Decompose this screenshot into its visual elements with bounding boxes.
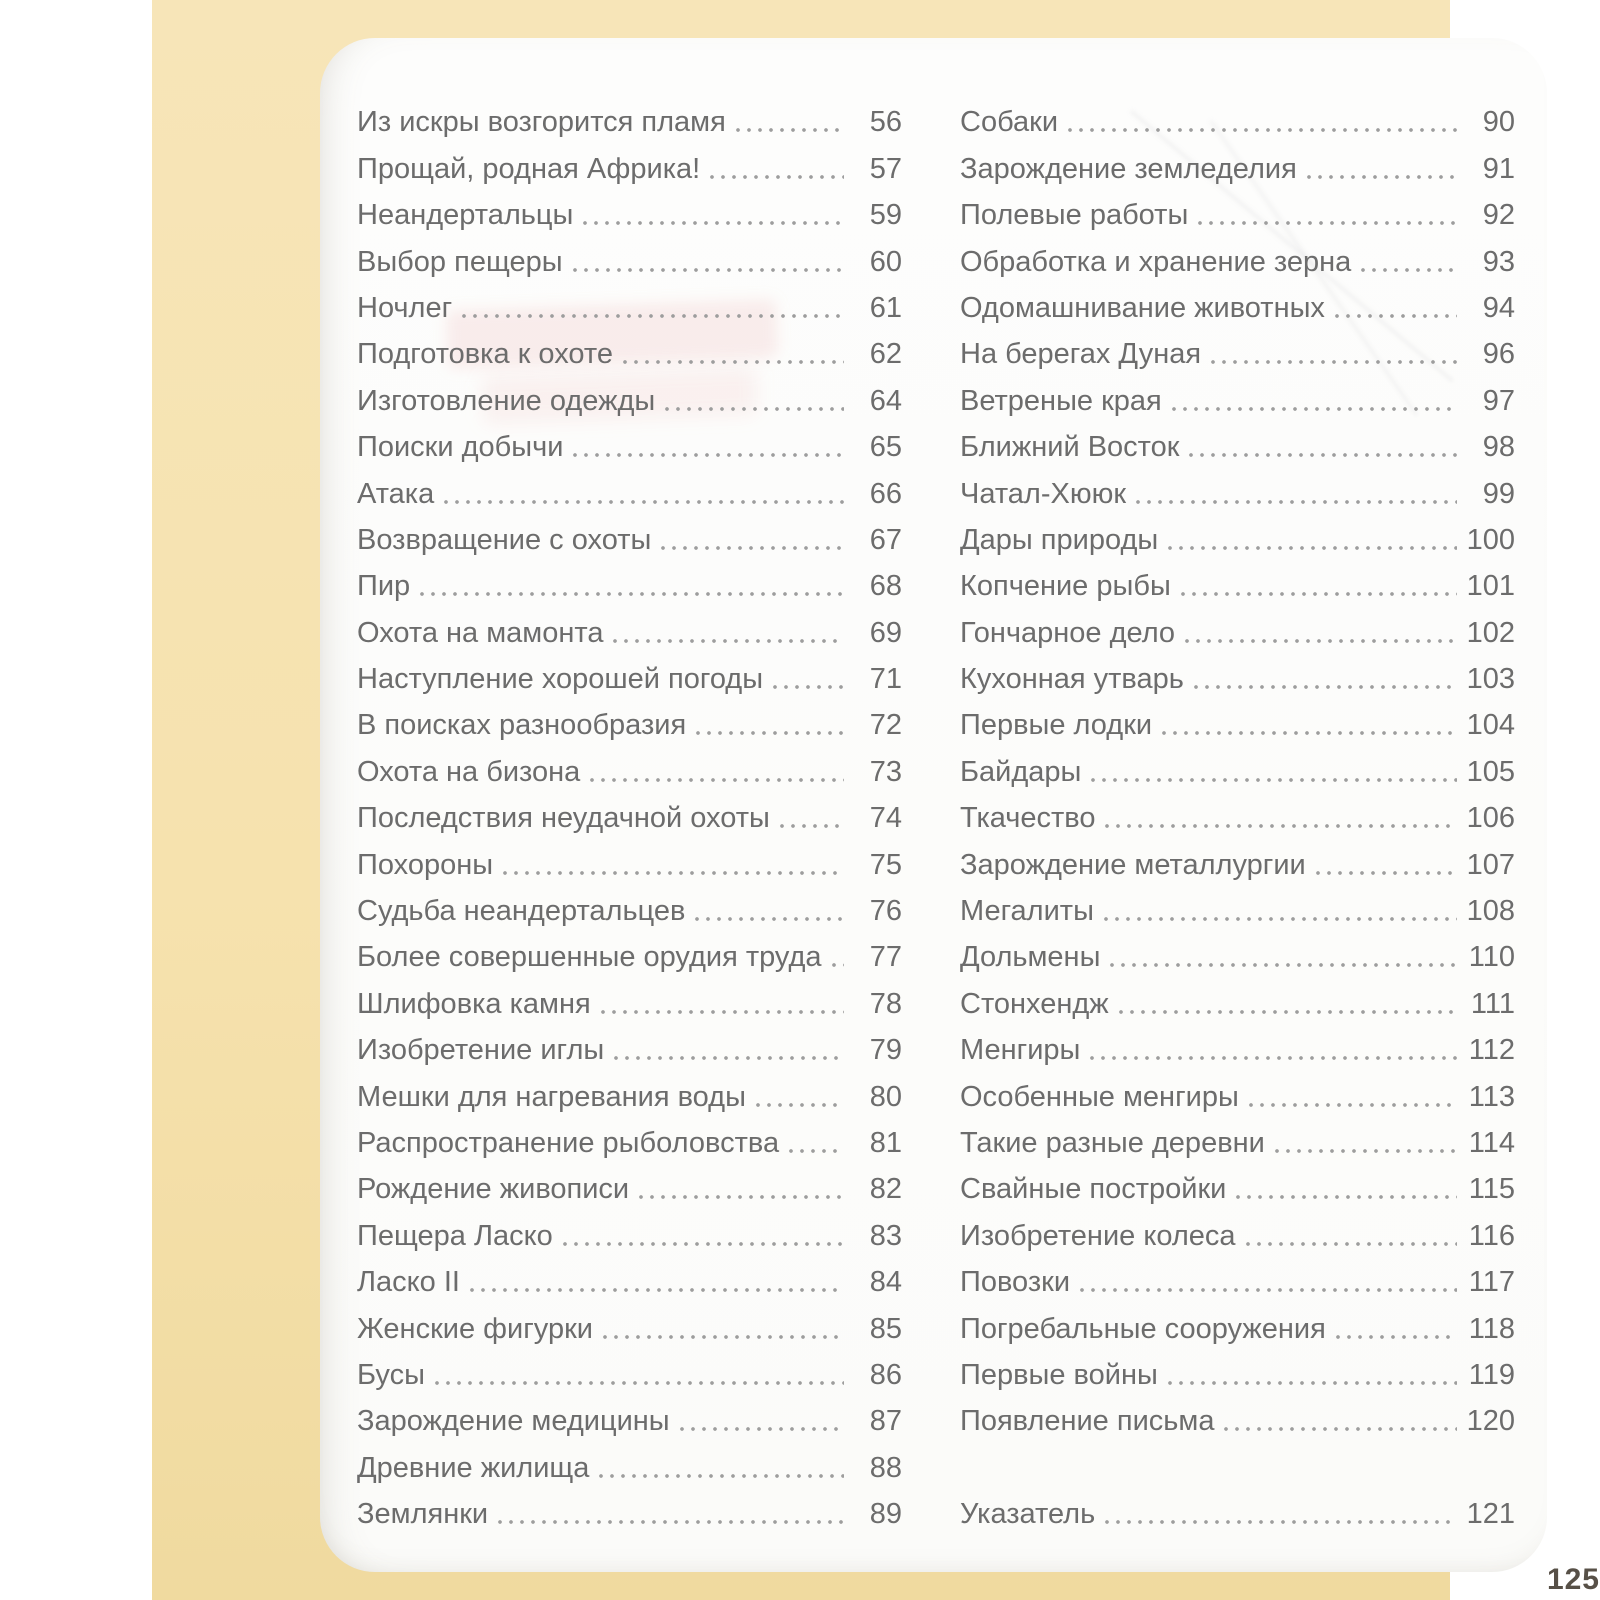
- toc-entry: [960, 465, 1515, 511]
- toc-entry-label: Женские фигурки: [357, 1312, 593, 1345]
- toc-entry-page: 78: [869, 987, 902, 1020]
- toc-entry-label: Древние жилища: [357, 1451, 590, 1484]
- dotted-leader: [1335, 311, 1457, 321]
- toc-entry-label: Прощай, родная Африка!: [357, 152, 701, 185]
- dotted-leader: [498, 1517, 844, 1527]
- toc-entry-page: 98: [1482, 431, 1515, 464]
- toc-entry: [960, 975, 1515, 1021]
- toc-entry-page: 94: [1482, 291, 1515, 324]
- toc-entry-label: Наступление хорошей погоды: [357, 663, 764, 696]
- dotted-leader: [1211, 357, 1457, 367]
- toc-entry-label: Байдары: [960, 755, 1082, 788]
- toc-entry-page: 93: [1482, 245, 1515, 278]
- dotted-leader: [1091, 775, 1457, 785]
- toc-entry: [960, 1115, 1515, 1161]
- toc-entry-label: Шлифовка камня: [357, 987, 591, 1020]
- toc-entry-label: Погребальные сооружения: [960, 1312, 1326, 1345]
- dotted-leader: [1105, 821, 1457, 831]
- toc-entry-label: Землянки: [357, 1498, 489, 1531]
- toc-entry: [357, 1439, 902, 1485]
- toc-entry-label: Собаки: [960, 106, 1059, 139]
- toc-entry: [357, 1254, 902, 1300]
- toc-entry-label: Гончарное дело: [960, 616, 1176, 649]
- dotted-leader: [435, 1378, 844, 1388]
- toc-column-left: [357, 94, 902, 1532]
- toc-entry: [960, 790, 1515, 836]
- toc-entry: [960, 929, 1515, 975]
- dotted-leader: [613, 636, 844, 646]
- dotted-leader: [462, 311, 844, 321]
- toc-entry-page: 59: [869, 199, 902, 232]
- dotted-leader: [780, 821, 844, 831]
- toc-entry-page: 107: [1466, 848, 1515, 881]
- toc-entry: [357, 651, 902, 697]
- toc-entry: [960, 372, 1515, 418]
- toc-entry-page: 64: [869, 384, 902, 417]
- toc-entry-page: 79: [869, 1034, 902, 1067]
- toc-entry-page: 118: [1468, 1312, 1515, 1345]
- toc-entry-label: Дольмены: [960, 941, 1101, 974]
- toc-entry-page: 91: [1482, 152, 1515, 185]
- toc-entry-page: 57: [869, 152, 902, 185]
- dotted-leader: [1080, 1285, 1457, 1295]
- toc-entry-page: 119: [1468, 1358, 1515, 1391]
- toc-entry-label: Пещера Ласко: [357, 1219, 553, 1252]
- toc-entry-page: 69: [869, 616, 902, 649]
- toc-entry-label: Менгиры: [960, 1034, 1081, 1067]
- toc-entry-page: 120: [1466, 1405, 1515, 1438]
- dotted-leader: [599, 1471, 844, 1481]
- toc-entry-page: 73: [869, 755, 902, 788]
- toc-entry-label: Повозки: [960, 1266, 1071, 1299]
- toc-entry-label: Подготовка к охоте: [357, 338, 613, 371]
- toc-entry-label: Рождение живописи: [357, 1173, 630, 1206]
- toc-entry-label: Такие разные деревни: [960, 1126, 1265, 1159]
- toc-entry-page: 83: [869, 1219, 902, 1252]
- toc-entry-page: 114: [1468, 1126, 1515, 1159]
- toc-entry-label: Охота на бизона: [357, 755, 581, 788]
- toc-entry-page: 112: [1468, 1034, 1515, 1067]
- dotted-leader: [710, 172, 844, 182]
- toc-entry-page: 115: [1468, 1173, 1515, 1206]
- toc-entry-label: Чатал-Хююк: [960, 477, 1127, 510]
- dotted-leader: [573, 265, 844, 275]
- toc-entry: [960, 1347, 1515, 1393]
- toc-entry: [960, 558, 1515, 604]
- toc-entry-page: 71: [869, 663, 902, 696]
- toc-entry: [960, 883, 1515, 929]
- toc-entry-page: 99: [1482, 477, 1515, 510]
- toc-entry-page: 106: [1466, 802, 1515, 835]
- toc-entry: [357, 836, 902, 882]
- toc-entry-label: Изобретение колеса: [960, 1219, 1236, 1252]
- toc-entry-label: Зарождение медицины: [357, 1405, 670, 1438]
- toc-entry-page: 56: [869, 106, 902, 139]
- toc-entry-page: 84: [869, 1266, 902, 1299]
- dotted-leader: [573, 450, 844, 460]
- toc-entry-label: В поисках разнообразия: [357, 709, 687, 742]
- toc-entry: [357, 326, 902, 372]
- toc-entry: [357, 1068, 902, 1114]
- dotted-leader: [1246, 1239, 1457, 1249]
- toc-entry-label: Ласко II: [357, 1266, 460, 1299]
- toc-entry: [357, 1022, 902, 1068]
- dotted-leader: [1168, 543, 1457, 553]
- toc-entry-page: 81: [869, 1126, 902, 1159]
- dotted-leader: [444, 497, 844, 507]
- dotted-leader: [736, 125, 844, 135]
- toc-entry-page: 111: [1470, 987, 1515, 1020]
- toc-entry-page: 67: [869, 523, 902, 556]
- dotted-leader: [1316, 868, 1457, 878]
- toc-entry-page: 100: [1466, 523, 1515, 556]
- toc-entry: [357, 790, 902, 836]
- toc-entry-label: Одомашнивание животных: [960, 291, 1325, 324]
- toc-entry-label: Свайные постройки: [960, 1173, 1227, 1206]
- toc-entry: [357, 1300, 902, 1346]
- dotted-leader: [1361, 265, 1457, 275]
- dotted-leader: [1168, 1378, 1457, 1388]
- dotted-leader: [665, 404, 844, 414]
- dotted-leader: [695, 914, 844, 924]
- toc-entry-label: Дары природы: [960, 523, 1159, 556]
- toc-entry: [357, 1207, 902, 1253]
- toc-entry-page: 116: [1468, 1219, 1515, 1252]
- dotted-leader: [1068, 125, 1457, 135]
- dotted-leader: [773, 682, 844, 692]
- toc-entry: [357, 280, 902, 326]
- dotted-leader: [1105, 1517, 1457, 1527]
- toc-entry: [960, 94, 1515, 140]
- dotted-leader: [1136, 497, 1457, 507]
- toc-entry-page: 85: [869, 1312, 902, 1345]
- book-page-background: [152, 0, 1600, 1600]
- dotted-leader: [1336, 1332, 1457, 1342]
- dotted-leader: [1194, 682, 1457, 692]
- dotted-leader: [1275, 1146, 1457, 1156]
- toc-entry: [960, 280, 1515, 326]
- toc-entry: [357, 1486, 902, 1532]
- toc-entry-page: 62: [869, 338, 902, 371]
- toc-entry: [960, 233, 1515, 279]
- dotted-leader: [614, 1053, 844, 1063]
- dotted-leader: [756, 1100, 844, 1110]
- dotted-leader: [789, 1146, 844, 1156]
- dotted-leader: [1249, 1100, 1457, 1110]
- toc-entry-label: Первые войны: [960, 1358, 1158, 1391]
- toc-entry-label: Кухонная утварь: [960, 663, 1184, 696]
- toc-entry: [960, 140, 1515, 186]
- toc-entry-page: 72: [869, 709, 902, 742]
- toc-entry-label: Изобретение иглы: [357, 1034, 605, 1067]
- toc-entry-label: Атака: [357, 477, 435, 510]
- toc-entry-page: 117: [1468, 1266, 1515, 1299]
- toc-entry-page: 102: [1466, 616, 1515, 649]
- toc-entry: [357, 883, 902, 929]
- toc-entry-label: Стонхендж: [960, 987, 1109, 1020]
- dotted-leader: [639, 1192, 844, 1202]
- toc-entry-label: Ветреные края: [960, 384, 1162, 417]
- dotted-leader: [1185, 636, 1457, 646]
- toc-entry-page: 108: [1466, 895, 1515, 928]
- toc-entry-label: Ночлег: [357, 291, 453, 324]
- toc-entry: [357, 743, 902, 789]
- toc-entry-label: Особенные менгиры: [960, 1080, 1239, 1113]
- toc-entry-page: 89: [869, 1498, 902, 1531]
- toc-entry-label: Копчение рыбы: [960, 570, 1171, 603]
- toc-entry-label: Изготовление одежды: [357, 384, 656, 417]
- toc-entry-page: 87: [869, 1405, 902, 1438]
- dotted-leader: [503, 868, 844, 878]
- dotted-leader: [583, 218, 844, 228]
- dotted-leader: [1119, 1007, 1457, 1017]
- toc-entry: [357, 187, 902, 233]
- toc-entry: [960, 512, 1515, 558]
- toc-entry-label: Полевые работы: [960, 199, 1189, 232]
- toc-entry-page: 105: [1466, 755, 1515, 788]
- toc-entry: [357, 1115, 902, 1161]
- dotted-leader: [1189, 450, 1457, 460]
- toc-entry-page: 86: [869, 1358, 902, 1391]
- dotted-leader: [470, 1285, 844, 1295]
- dotted-leader: [1307, 172, 1457, 182]
- toc-entry-page: 75: [869, 848, 902, 881]
- toc-entry-label: Охота на мамонта: [357, 616, 604, 649]
- toc-entry-label: Судьба неандертальцев: [357, 895, 686, 928]
- dotted-leader: [1110, 960, 1457, 970]
- dotted-leader: [1181, 589, 1457, 599]
- toc-entry-page: 77: [869, 941, 902, 974]
- toc-entry: [357, 1393, 902, 1439]
- toc-entry-page: 90: [1482, 106, 1515, 139]
- toc-entry: [960, 604, 1515, 650]
- dotted-leader: [661, 543, 844, 553]
- dotted-leader: [1198, 218, 1457, 228]
- dotted-leader: [603, 1332, 844, 1342]
- toc-entry: [960, 187, 1515, 233]
- toc-entry: [960, 836, 1515, 882]
- toc-entry-label: Поиски добычи: [357, 431, 564, 464]
- toc-entry-label: Бусы: [357, 1358, 425, 1391]
- dotted-leader: [1172, 404, 1457, 414]
- toc-entry: [357, 512, 902, 558]
- toc-entry: [960, 1486, 1515, 1532]
- toc-entry-label: Более совершенные орудия труда: [357, 941, 822, 974]
- toc-entry-page: 65: [869, 431, 902, 464]
- toc-entry-label: Выбор пещеры: [357, 245, 563, 278]
- toc-column-right: [960, 94, 1515, 1532]
- toc-entry-label: Распространение рыболовства: [357, 1126, 780, 1159]
- dotted-leader: [601, 1007, 844, 1017]
- toc-entry: [357, 975, 902, 1021]
- toc-entry-label: Первые лодки: [960, 709, 1153, 742]
- toc-entry-page: 101: [1466, 570, 1515, 603]
- toc-entry: [960, 651, 1515, 697]
- toc-entry-label: Ближний Восток: [960, 431, 1180, 464]
- toc-entry-page: 97: [1482, 384, 1515, 417]
- toc-entry-page: 113: [1468, 1080, 1515, 1113]
- toc-entry-page: 96: [1482, 338, 1515, 371]
- dotted-leader: [1162, 728, 1457, 738]
- toc-entry: [357, 1347, 902, 1393]
- toc-entry: [960, 697, 1515, 743]
- toc-entry-page: 66: [869, 477, 902, 510]
- toc-entry-page: 121: [1466, 1498, 1515, 1531]
- toc-entry: [960, 326, 1515, 372]
- dotted-leader: [1090, 1053, 1457, 1063]
- toc-entry-label: Возвращение с охоты: [357, 523, 652, 556]
- toc-entry-page: 104: [1466, 709, 1515, 742]
- toc-entry-label: Мегалиты: [960, 895, 1094, 928]
- dotted-leader: [696, 728, 844, 738]
- toc-entry-page: 103: [1466, 663, 1515, 696]
- toc-entry: [960, 1393, 1515, 1439]
- toc-entry-page: 110: [1468, 941, 1515, 974]
- toc-entry-label: Неандертальцы: [357, 199, 574, 232]
- toc-entry: [357, 140, 902, 186]
- toc-entry-label: Последствия неудачной охоты: [357, 802, 770, 835]
- toc-entry-page: 60: [869, 245, 902, 278]
- toc-entry: [960, 743, 1515, 789]
- toc-entry: [960, 1022, 1515, 1068]
- toc-entry: [357, 233, 902, 279]
- toc-entry: [960, 1300, 1515, 1346]
- toc-entry-page: 82: [869, 1173, 902, 1206]
- toc-entry-label: На берегах Дуная: [960, 338, 1202, 371]
- toc-entry-label: Ткачество: [960, 802, 1096, 835]
- toc-entry-label: Пир: [357, 570, 411, 603]
- dotted-leader: [680, 1424, 844, 1434]
- toc-entry-page: 92: [1482, 199, 1515, 232]
- toc-entry: [357, 697, 902, 743]
- dotted-leader: [1236, 1192, 1457, 1202]
- dotted-leader: [1224, 1424, 1457, 1434]
- toc-entry-page: 74: [869, 802, 902, 835]
- toc-entry: [357, 94, 902, 140]
- toc-entry: [357, 1161, 902, 1207]
- dotted-leader: [590, 775, 844, 785]
- toc-entry: [357, 929, 902, 975]
- toc-entry: [960, 1068, 1515, 1114]
- toc-entry-label: Зарождение земледелия: [960, 152, 1297, 185]
- toc-entry-page: 68: [869, 570, 902, 603]
- dotted-leader: [420, 589, 844, 599]
- toc-entry-label: Появление письма: [960, 1405, 1215, 1438]
- dotted-leader: [623, 357, 844, 367]
- toc-entry-page: 76: [869, 895, 902, 928]
- toc-entry: [960, 1254, 1515, 1300]
- toc-entry: [960, 419, 1515, 465]
- toc-entry: [357, 465, 902, 511]
- dotted-leader: [1104, 914, 1457, 924]
- toc-entry-label: Из искры возгорится пламя: [357, 106, 726, 139]
- toc-entry-page: 80: [869, 1080, 902, 1113]
- toc-entry: [357, 558, 902, 604]
- toc-entry: [960, 1207, 1515, 1253]
- toc-entry: [960, 1161, 1515, 1207]
- toc-entry-label: Зарождение металлургии: [960, 848, 1306, 881]
- toc-entry: [357, 372, 902, 418]
- folio-page-number: 125: [1546, 1563, 1600, 1596]
- toc-entry-page: 88: [869, 1451, 902, 1484]
- toc-entry-page: 61: [869, 291, 902, 324]
- toc-entry-label: Похороны: [357, 848, 494, 881]
- toc-entry-label: Обработка и хранение зерна: [960, 245, 1352, 278]
- toc-entry: [357, 604, 902, 650]
- toc-entry-label: Указатель: [960, 1498, 1096, 1531]
- dotted-leader: [832, 960, 844, 970]
- toc-entry-label: Мешки для нагревания воды: [357, 1080, 746, 1113]
- dotted-leader: [563, 1239, 844, 1249]
- toc-entry: [357, 419, 902, 465]
